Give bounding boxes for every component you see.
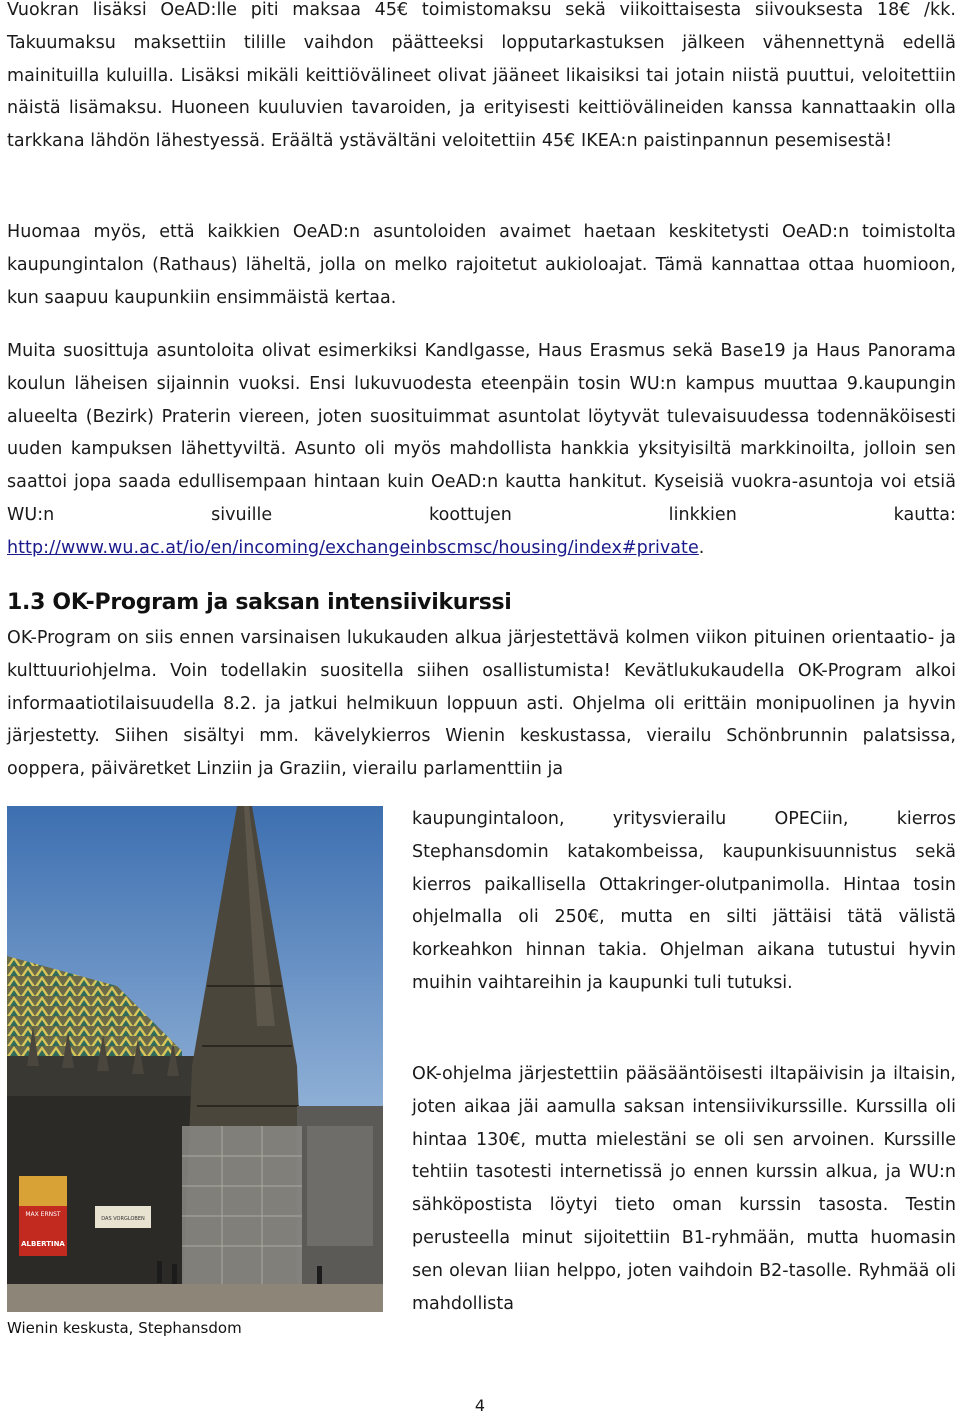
section-heading: 1.3 OK-Program ja saksan intensiivikurssi	[7, 590, 512, 615]
stephansdom-photo	[7, 806, 383, 1312]
page-number: 4	[474, 1396, 486, 1415]
photo-caption: Wienin keskusta, Stephansdom	[7, 1319, 242, 1337]
paragraph-ok-program: OK-Program on siis ennen varsinaisen lukukauden alkua järjestettävä kolmen viikon pituinen orientaatio- ja kulttuuriohjelma. Voin todellakin suositella siihen osallistumista! Kevätlukukaudella OK-Program alkoi informaatiotilaisuudella 8.2. ja jatkui helmikuun loppuun asti. Ohjelma oli erittäin monipuolinen ja hyvin järjestetty. Siihen sisältyi mm. kävelykierros Wienin keskustassa, vierailu Schönbrunnin palatsissa, ooppera, päiväretket Linziin ja Graziin, vierailu parlamenttiin ja	[7, 628, 956, 780]
shop-sign: DAS VORGLOBEN	[101, 1216, 145, 1222]
paragraph-dormitories	[7, 335, 956, 565]
paragraph-language-course: OK-ohjelma järjestettiin pääsääntöisesti iltapäivisin ja iltaisin, joten aikaa jäi aamulla saksan intensiivikurssille. Kurssilla oli hintaa 130€, mutta mielestäni se oli sen arvoinen. Kurssille tehtiin tasotesti internetissä jo ennen kurssin alkua, ja WU:n sähköpostista löytyi tieto oman kurssin tasosta. Testin perusteella minut sijoitettiin B1-ryhmään, mutta huomasin sen olevan liian helppo, joten vaihdoin B2-tasolle. Ryhmää oli mahdollista	[412, 1064, 956, 1314]
paragraph-dormitories-end: .	[698, 537, 705, 558]
paragraph-deposit: Vuokran lisäksi OeAD:lle piti maksaa 45€ toimistomaksu sekä viikoittaisesta siivouksesta 18€ /kk. Takuumaksu maksettiin tilille vaihdon päätteeksi lopputarkastuksen jälkeen vähennettynä edellä mainituilla kuluilla. Lisäksi mikäli keittiövälineet olivat jääneet likaisiksi tai jotain niistä puuttui, veloitettiin näistä lisämaksu. Huoneen kuuluvien tavaroiden, ja erityisesti keittiövälineiden kanssa kannattaakin olla tarkkana lähdön lähestyessä. Eräältä ystävältäni veloitettiin 45€ IKEA:n paistinpannun pesemisestä!	[7, 0, 956, 152]
housing-link[interactable]: http://www.wu.ac.at/io/en/incoming/exchangeinbscmsc/housing/index#private	[7, 537, 699, 558]
paragraph-dormitories-text: Muita suosittuja asuntoloita olivat esimerkiksi Kandlgasse, Haus Erasmus sekä Base19 ja Haus Panorama koulun läheisen sijainnin vuoksi. Ensi lukuvuodesta eteenpäin tosin WU:n kampus muuttaa 9.kaupungin alueelta (Bezirk) Praterin viereen, joten suosituimmat asuntolat löytyvät tulevaisuudessa todennäköisesti uuden kampuksen lähettyviltä. Asunto oli myös mahdollista hankkia yksityisiltä markkinoilta, jolloin sen saattoi jopa saada edullisempaan hintaan kuin OeAD:n kautta hankitut. Kyseisiä vuokra-asuntoja voi etsiä WU:n sivuille koottujen linkkien kautta:	[7, 341, 956, 525]
paragraph-keys: Huomaa myös, että kaikkien OeAD:n asuntoloiden avaimet haetaan keskitetysti OeAD:n toimistolta kaupungintalon (Rathaus) läheltä, jolla on melko rajoitetut aukioloajat. Tämä kannattaa ottaa huomioon, kun saapuu kaupunkiin ensimmäistä kertaa.	[7, 222, 956, 308]
paragraph-ok-program-continued: kaupungintaloon, yritysvierailu OPECiin, kierros Stephansdomin katakombeissa, kaupunkisuunnistus sekä kierros paikallisella Ottakringer-olutpanimolla. Hintaa tosin ohjelmalla oli 250€, mutta en silti jättäisi tätä välistä korkeahkon hinnan takia. Ohjelman aikana tutustui hyvin muihin vaihtareihin ja kaupunki tuli tutuksi.	[412, 809, 956, 993]
poster-subtitle: ALBERTINA	[21, 1240, 65, 1248]
poster-title: MAX ERNST	[25, 1211, 61, 1218]
stephansdom-illustration	[7, 806, 383, 1312]
